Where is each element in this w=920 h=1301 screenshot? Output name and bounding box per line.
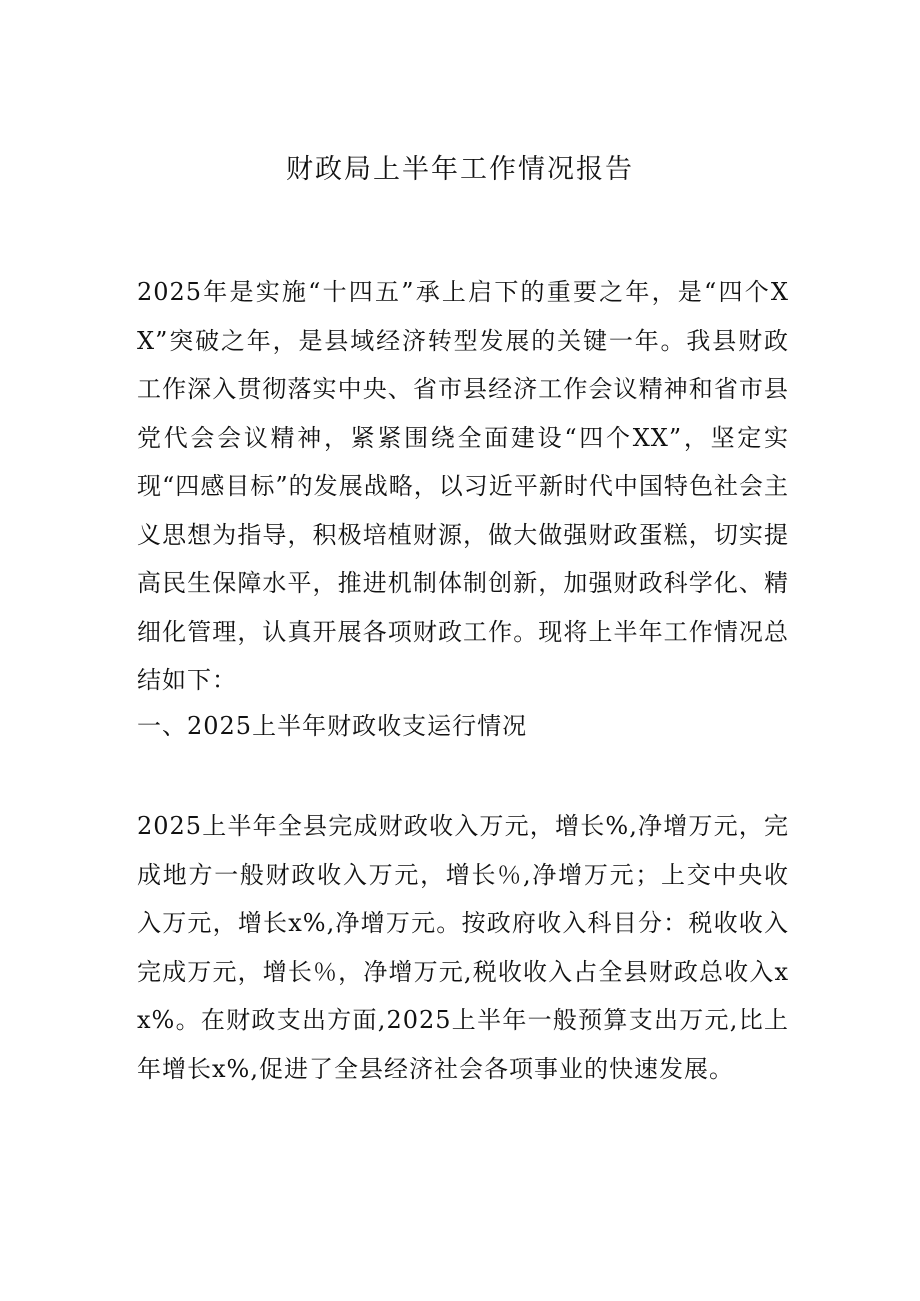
- document-title: 财政局上半年工作情况报告: [286, 154, 634, 185]
- intro-paragraph: 2025年是实施“十四五”承上启下的重要之年，是“四个XX”突破之年，是县域经济转型发展的关键一年。我县财政工作深入贯彻落实中央、省市县经济工作会议精神和省市县党代会会议精神，紧紧围绕全面建设“四个XX”，坚定实现“四感目标”的发展战略，以习近平新时代中国特色社会主义思想为指导，积极培植财源，做大做强财政蛋糕，切实提高民生保障水平，推进机制体制创新，加强财政科学化、精细化管理，认真开展各项财政工作。现将上半年工作情况总结如下：: [137, 278, 789, 694]
- section-1-paragraph: 2025上半年全县完成财政收入万元，增长%,净增万元，完成地方一般财政收入万元，增长％,净增万元；上交中央收入万元，增长x%,净增万元。按政府收入科目分：税收收入完成万元，增长％，净增万元,税收收入占全县财政总收入xx%。在财政支出方面,2025上半年一般预算支出万元,比上年增长x%,促进了全县经济社会各项事业的快速发展。: [137, 812, 789, 1083]
- section-heading-1: 一、2025上半年财政收支运行情况: [137, 712, 528, 740]
